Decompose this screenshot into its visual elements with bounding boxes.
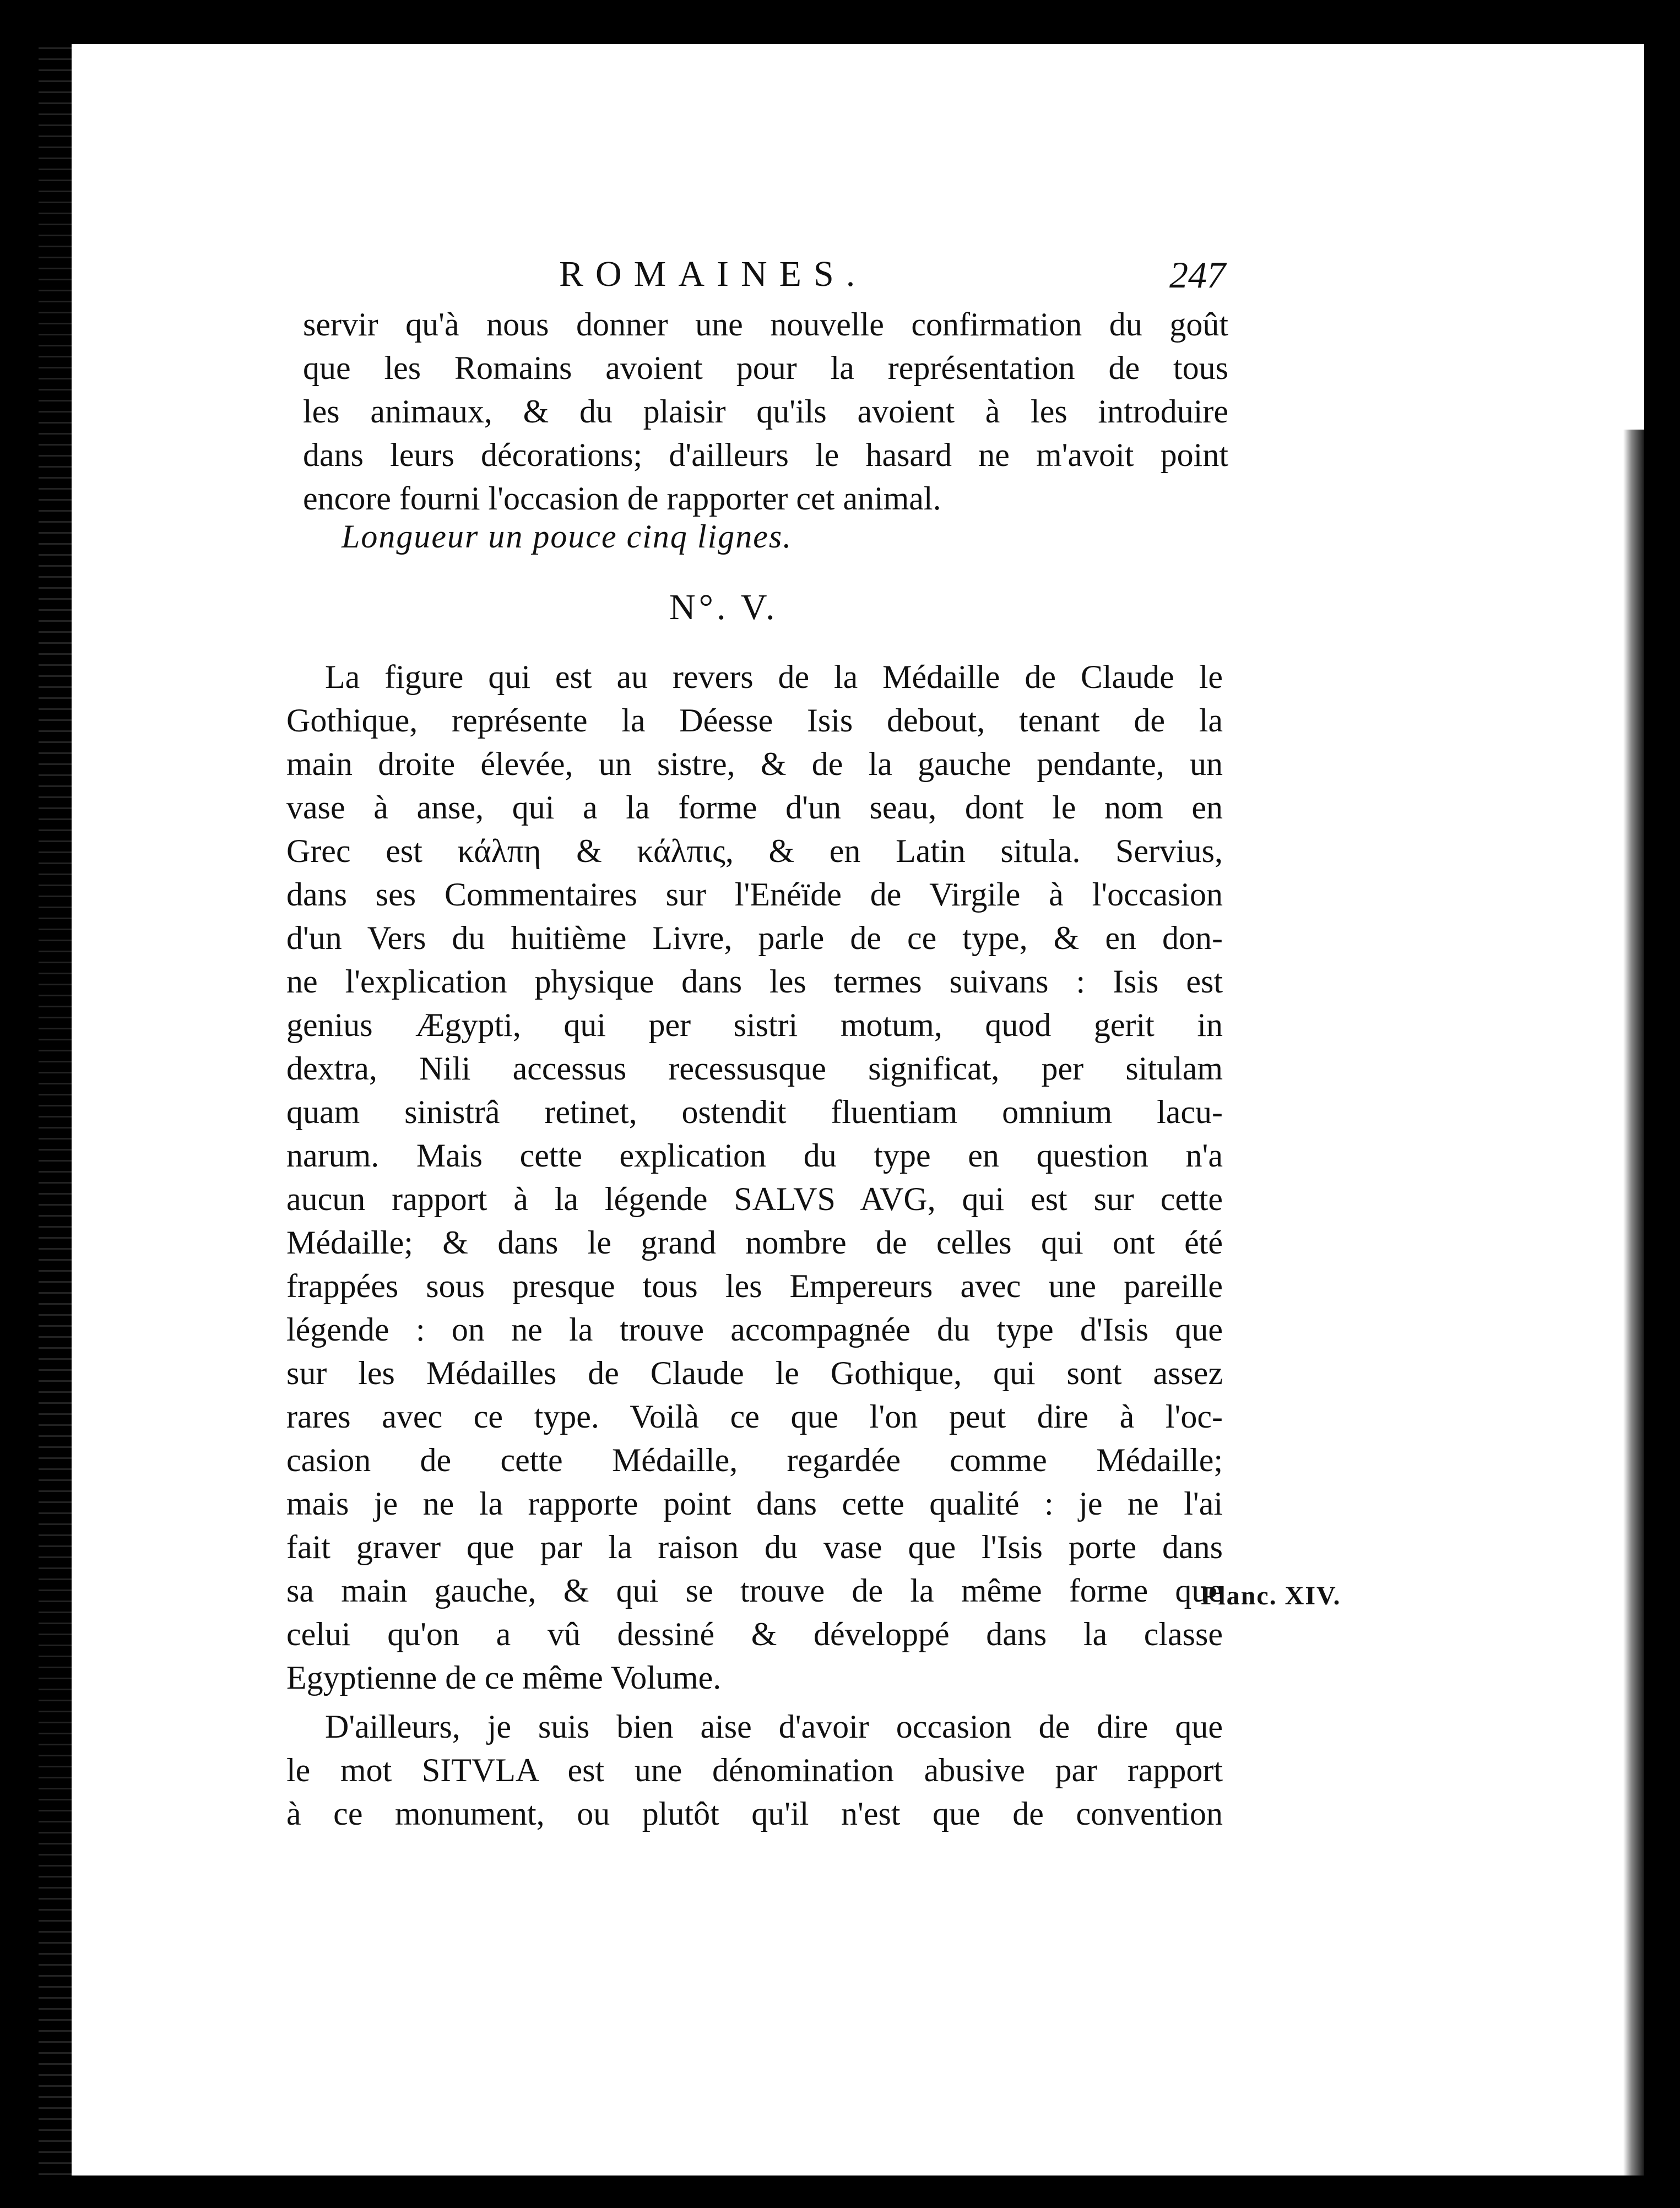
- text-line: mais je ne la rapporte point dans cette qualité : je ne l'ai: [286, 1485, 1223, 1522]
- measurement-caption: Longueur un pouce cinq lignes.: [342, 518, 793, 555]
- text-line: ne l'explication physique dans les termes suivans : Isis est: [286, 963, 1223, 1000]
- text-line: main droite élevée, un sistre, & de la gauche pendante, un: [286, 746, 1223, 782]
- text-line: casion de cette Médaille, regardée comme Médaille;: [286, 1442, 1223, 1478]
- plate-margin-note: Planc. XIV.: [1201, 1581, 1341, 1610]
- top-paragraph: [303, 303, 1228, 520]
- text-line: à ce monument, ou plutôt qu'il n'est que de convention: [286, 1795, 1223, 1832]
- book-page: [39, 44, 1644, 2176]
- text-line: D'ailleurs, je suis bien aise d'avoir occasion de dire que: [325, 1708, 1223, 1745]
- text-line: dans ses Commentaires sur l'Enéïde de Virgile à l'occasion: [286, 876, 1223, 913]
- text-line: rares avec ce type. Voilà ce que l'on peut dire à l'oc-: [286, 1398, 1223, 1435]
- text-line: narum. Mais cette explication du type en question n'a: [286, 1137, 1223, 1174]
- text-line: La figure qui est au revers de la Médaille de Claude le: [325, 659, 1223, 695]
- running-title: ROMAINES.: [559, 254, 868, 294]
- page-number: 247: [1169, 254, 1226, 296]
- text-line: Grec est κάλπη & κάλπις, & en Latin situla. Servius,: [286, 833, 1223, 869]
- text-line: celui qu'on a vû dessiné & développé dans la classe: [286, 1616, 1223, 1652]
- text-line: servir qu'à nous donner une nouvelle confirmation du goût: [303, 306, 1228, 343]
- text-line: que les Romains avoient pour la représentation de tous: [303, 350, 1228, 386]
- text-line: dextra, Nili accessus recessusque significat, per situlam: [286, 1050, 1223, 1087]
- text-line: le mot SITVLA est une dénomination abusive par rapport: [286, 1752, 1223, 1788]
- text-line: légende : on ne la trouve accompagnée du type d'Isis que: [286, 1311, 1223, 1348]
- text-line: Médaille; & dans le grand nombre de celles qui ont été: [286, 1224, 1223, 1261]
- main-paragraph: [286, 655, 1223, 1836]
- text-line: dans leurs décorations; d'ailleurs le hasard ne m'avoit point: [303, 437, 1228, 473]
- text-line: genius Ægypti, qui per sistri motum, quod gerit in: [286, 1007, 1223, 1043]
- text-line: vase à anse, qui a la forme d'un seau, dont le nom en: [286, 789, 1223, 826]
- page-header: [543, 253, 1226, 297]
- text-line: Gothique, représente la Déesse Isis debout, tenant de la: [286, 702, 1223, 739]
- scan-edge-right: [1623, 430, 1644, 2176]
- text-line: les animaux, & du plaisir qu'ils avoient à les introduire: [303, 393, 1228, 430]
- scan-edge-left: [39, 44, 72, 2176]
- text-line: d'un Vers du huitième Livre, parle de ce type, & en don-: [286, 920, 1223, 956]
- text-line: aucun rapport à la légende SALVS AVG, qui est sur cette: [286, 1181, 1223, 1217]
- text-line: sur les Médailles de Claude le Gothique, qui sont assez: [286, 1355, 1223, 1391]
- text-line: sa main gauche, & qui se trouve de la même forme que: [286, 1572, 1223, 1609]
- text-line: fait graver que par la raison du vase que l'Isis porte dans: [286, 1529, 1223, 1565]
- text-line: quam sinistrâ retinet, ostendit fluentiam omnium lacu-: [286, 1094, 1223, 1130]
- final-paragraph: [286, 1705, 1223, 1836]
- section-heading: N°. V.: [669, 587, 778, 627]
- text-line: frappées sous presque tous les Empereurs avec une pareille: [286, 1268, 1223, 1304]
- text-line: Egyptienne de ce même Volume.: [286, 1659, 722, 1696]
- text-line: encore fourni l'occasion de rapporter cet animal.: [303, 480, 941, 517]
